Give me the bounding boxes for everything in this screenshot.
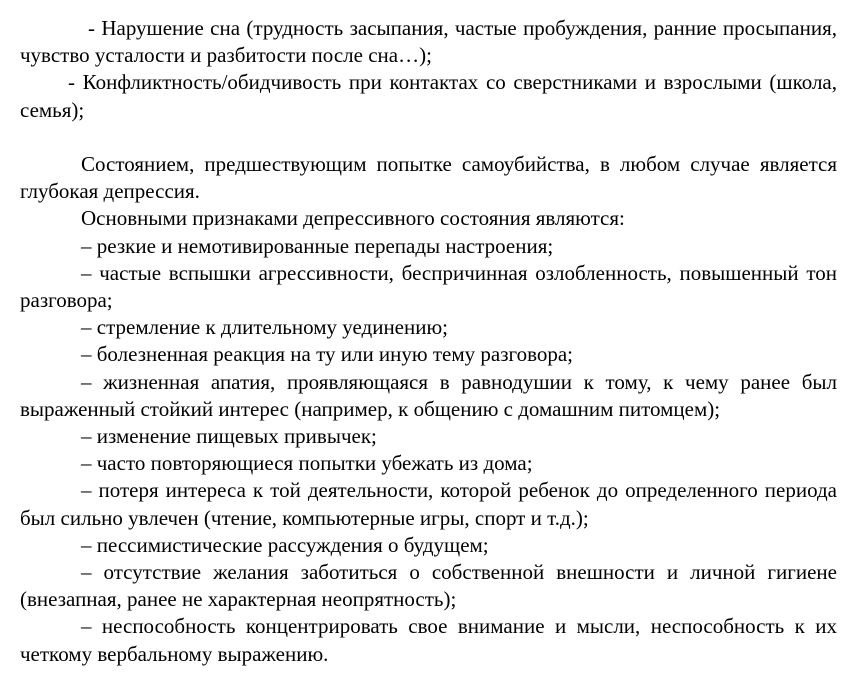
- sleep-disorder-item: - Нарушение сна (трудность засыпания, частые пробуждения, ранние просыпания, чувство усталости и разбитости после сна…);: [20, 16, 837, 68]
- list-item: – неспособность концентрировать свое внимание и мысли, неспособность к их четкому вербальному выражению.: [20, 614, 837, 666]
- list-item: – отсутствие желания заботиться о собственной внешности и личной гигиене (внезапная, ранее не характерная неопрятность);: [20, 560, 837, 612]
- list-item: – потеря интереса к той деятельности, которой ребенок до определенного периода был сильно увлечен (чтение, компьютерные игры, спорт и т.д.);: [20, 478, 837, 530]
- list-item: – резкие и немотивированные перепады настроения;: [81, 233, 554, 258]
- blank-line: [20, 124, 837, 151]
- list-heading: Основными признаками депрессивного состояния являются:: [81, 206, 625, 231]
- conflict-item: - Конфликтность/обидчивость при контактах со сверстниками и взрослыми (школа, семья);: [20, 70, 837, 122]
- list-item: – жизненная апатия, проявляющаяся в равнодушии к тому, к чему ранее был выраженный стойкий интерес (например, к общению с домашним питомцем);: [20, 369, 837, 421]
- intro-paragraph: Состоянием, предшествующим попытке самоубийства, в любом случае является глубокая депрессия.: [20, 152, 837, 204]
- document-page: [20, 0, 837, 668]
- list-item: – частые вспышки агрессивности, беспричинная озлобленность, повышенный тон разговора;: [20, 260, 837, 313]
- list-item: – пессимистические рассуждения о будущем;: [81, 532, 489, 557]
- list-item: – болезненная реакция на ту или иную тему разговора;: [81, 342, 574, 367]
- list-item: – стремление к длительному уединению;: [81, 315, 448, 340]
- list-item: – изменение пищевых привычек;: [81, 424, 377, 449]
- list-item: – часто повторяющиеся попытки убежать из дома;: [81, 451, 533, 476]
